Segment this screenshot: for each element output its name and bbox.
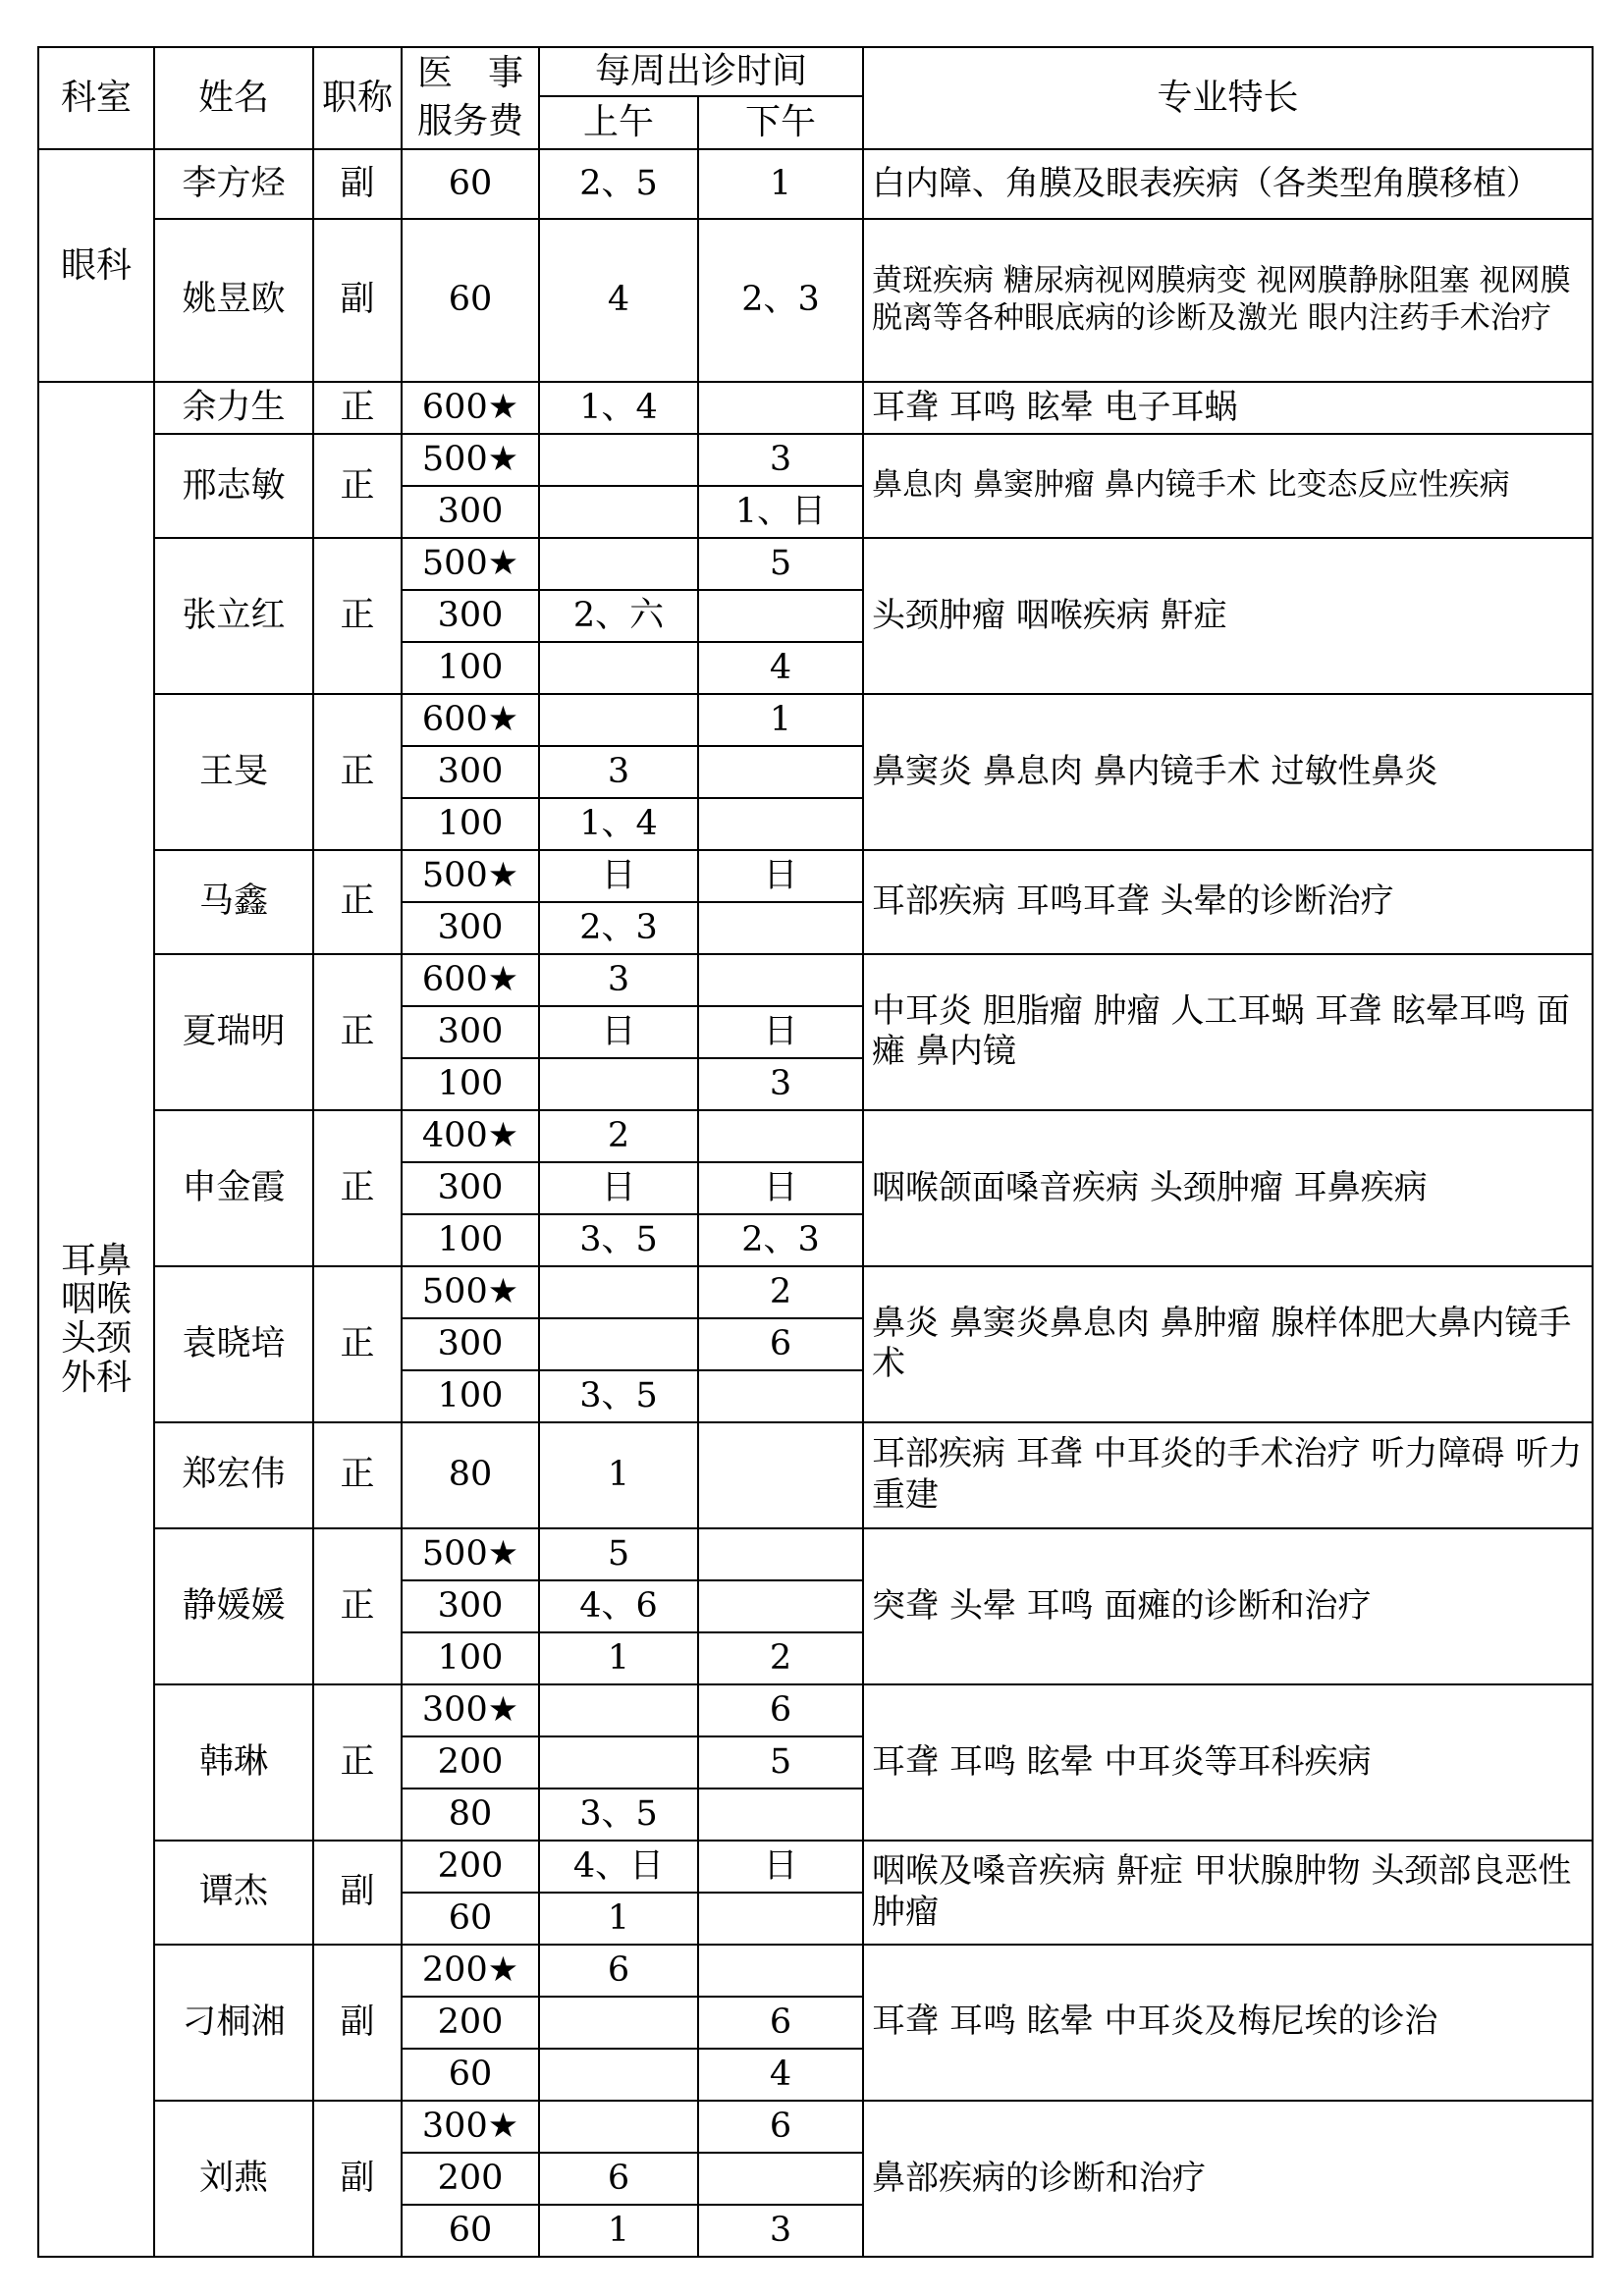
pm-cell: 日 <box>698 850 863 902</box>
header-am: 上午 <box>539 96 698 148</box>
fee-cell: 100 <box>402 1214 539 1266</box>
am-cell: 日 <box>539 850 698 902</box>
specialty-cell: 咽喉颌面嗓音疾病 头颈肿瘤 耳鼻疾病 <box>863 1110 1593 1266</box>
pm-cell: 日 <box>698 1162 863 1214</box>
pm-cell <box>698 746 863 798</box>
pm-cell <box>698 1528 863 1580</box>
fee-cell: 300 <box>402 590 539 642</box>
doctor-title: 副 <box>313 1841 402 1945</box>
pm-cell <box>698 1945 863 1997</box>
specialty-cell: 耳部疾病 耳聋 中耳炎的手术治疗 听力障碍 听力重建 <box>863 1422 1593 1528</box>
am-cell: 3 <box>539 746 698 798</box>
doctor-title: 正 <box>313 1110 402 1266</box>
fee-cell: 100 <box>402 642 539 694</box>
table-row <box>38 694 1593 746</box>
specialty-cell: 鼻息肉 鼻窦肿瘤 鼻内镜手术 比变态反应性疾病 <box>863 434 1593 538</box>
doctor-name: 王旻 <box>154 694 313 850</box>
am-cell: 5 <box>539 1528 698 1580</box>
am-cell: 1 <box>539 1632 698 1684</box>
am-cell <box>539 2101 698 2153</box>
header-fee-line2: 服务费 <box>416 100 523 141</box>
specialty-cell: 鼻部疾病的诊断和治疗 <box>863 2101 1593 2257</box>
pm-cell: 6 <box>698 1318 863 1370</box>
fee-cell: 300 <box>402 902 539 954</box>
table-row <box>38 1110 1593 1162</box>
doctor-title: 正 <box>313 1528 402 1684</box>
fee-cell: 300 <box>402 1580 539 1632</box>
pm-cell: 6 <box>698 1997 863 2049</box>
fee-cell: 200 <box>402 1736 539 1789</box>
doctor-name: 袁晓培 <box>154 1266 313 1422</box>
am-cell: 4、6 <box>539 1580 698 1632</box>
specialty-cell: 突聋 头晕 耳鸣 面瘫的诊断和治疗 <box>863 1528 1593 1684</box>
header-fee-line1: 医 事 <box>416 53 523 94</box>
doctor-title: 正 <box>313 1422 402 1528</box>
fee-cell: 500★ <box>402 1266 539 1318</box>
department-name-line: 咽喉 <box>60 1279 132 1320</box>
fee-cell: 60 <box>402 1893 539 1945</box>
doctor-title: 副 <box>313 2101 402 2257</box>
doctor-title: 正 <box>313 434 402 538</box>
doctor-name: 李方烃 <box>154 149 313 219</box>
table-row <box>38 382 1593 434</box>
fee-cell: 300 <box>402 486 539 538</box>
pm-cell: 4 <box>698 642 863 694</box>
specialty-cell: 鼻窦炎 鼻息肉 鼻内镜手术 过敏性鼻炎 <box>863 694 1593 850</box>
am-cell: 2、六 <box>539 590 698 642</box>
am-cell <box>539 1058 698 1110</box>
pm-cell: 5 <box>698 1736 863 1789</box>
specialty-cell: 耳部疾病 耳鸣耳聋 头晕的诊断治疗 <box>863 850 1593 954</box>
pm-cell: 2 <box>698 1266 863 1318</box>
doctor-name: 姚昱欧 <box>154 219 313 383</box>
am-cell <box>539 694 698 746</box>
fee-cell: 60 <box>402 149 539 219</box>
am-cell: 4 <box>539 219 698 383</box>
fee-cell: 300 <box>402 1162 539 1214</box>
am-cell <box>539 1736 698 1789</box>
fee-cell: 300 <box>402 1318 539 1370</box>
pm-cell <box>698 1789 863 1841</box>
am-cell: 日 <box>539 1006 698 1058</box>
am-cell <box>539 1684 698 1736</box>
pm-cell <box>698 1370 863 1422</box>
am-cell: 1、4 <box>539 382 698 434</box>
pm-cell <box>698 954 863 1006</box>
header-name: 姓名 <box>154 47 313 149</box>
doctor-title: 正 <box>313 1684 402 1841</box>
department-name-line: 耳鼻 <box>60 1240 132 1281</box>
pm-cell: 1 <box>698 694 863 746</box>
specialty-cell: 中耳炎 胆脂瘤 肿瘤 人工耳蜗 耳聋 眩晕耳鸣 面瘫 鼻内镜 <box>863 954 1593 1110</box>
fee-cell: 200 <box>402 1841 539 1893</box>
doctor-title: 正 <box>313 1266 402 1422</box>
doctor-name: 刁桐湘 <box>154 1945 313 2101</box>
am-cell: 6 <box>539 1945 698 1997</box>
am-cell: 3 <box>539 954 698 1006</box>
am-cell <box>539 1997 698 2049</box>
fee-cell: 80 <box>402 1789 539 1841</box>
doctor-name: 马鑫 <box>154 850 313 954</box>
am-cell: 3、5 <box>539 1370 698 1422</box>
am-cell: 1、4 <box>539 798 698 850</box>
department-cell <box>38 382 154 2257</box>
pm-cell: 1 <box>698 149 863 219</box>
pm-cell: 1、日 <box>698 486 863 538</box>
department-name-line: 头颈 <box>60 1318 132 1360</box>
department-name <box>39 1242 153 1397</box>
am-cell: 日 <box>539 1162 698 1214</box>
table-row <box>38 2101 1593 2153</box>
pm-cell: 3 <box>698 434 863 486</box>
am-cell: 1 <box>539 1422 698 1528</box>
am-cell <box>539 1318 698 1370</box>
pm-cell <box>698 902 863 954</box>
header-pm: 下午 <box>698 96 863 148</box>
doctor-name: 郑宏伟 <box>154 1422 313 1528</box>
doctor-name: 静媛媛 <box>154 1528 313 1684</box>
table-row <box>38 219 1593 383</box>
header-department: 科室 <box>38 47 154 149</box>
fee-cell: 300★ <box>402 1684 539 1736</box>
table-row <box>38 850 1593 902</box>
specialty-cell: 白内障、角膜及眼表疾病（各类型角膜移植） <box>863 149 1593 219</box>
pm-cell: 6 <box>698 2101 863 2153</box>
fee-cell: 100 <box>402 1370 539 1422</box>
pm-cell: 6 <box>698 1684 863 1736</box>
am-cell: 3、5 <box>539 1214 698 1266</box>
fee-cell: 80 <box>402 1422 539 1528</box>
table-row <box>38 1945 1593 1997</box>
fee-cell: 300 <box>402 746 539 798</box>
pm-cell: 2、3 <box>698 219 863 383</box>
pm-cell <box>698 2153 863 2205</box>
am-cell: 2 <box>539 1110 698 1162</box>
doctor-title: 正 <box>313 382 402 434</box>
fee-cell: 100 <box>402 798 539 850</box>
fee-cell: 500★ <box>402 1528 539 1580</box>
am-cell <box>539 2049 698 2101</box>
pm-cell: 5 <box>698 538 863 590</box>
doctor-name: 谭杰 <box>154 1841 313 1945</box>
pm-cell: 2、3 <box>698 1214 863 1266</box>
fee-cell: 300 <box>402 1006 539 1058</box>
table-row <box>38 538 1593 590</box>
header-specialty: 专业特长 <box>863 47 1593 149</box>
fee-cell: 60 <box>402 2049 539 2101</box>
pm-cell <box>698 1422 863 1528</box>
pm-cell: 日 <box>698 1006 863 1058</box>
fee-cell: 200 <box>402 2153 539 2205</box>
specialty-cell: 头颈肿瘤 咽喉疾病 鼾症 <box>863 538 1593 694</box>
table-row <box>38 1528 1593 1580</box>
am-cell: 6 <box>539 2153 698 2205</box>
am-cell <box>539 434 698 486</box>
specialty-cell: 咽喉及嗓音疾病 鼾症 甲状腺肿物 头颈部良恶性肿瘤 <box>863 1841 1593 1945</box>
header-weekly-schedule: 每周出诊时间 <box>539 47 863 96</box>
fee-cell: 60 <box>402 2205 539 2257</box>
header-title: 职称 <box>313 47 402 149</box>
fee-cell: 600★ <box>402 382 539 434</box>
fee-cell: 600★ <box>402 954 539 1006</box>
doctor-title: 正 <box>313 954 402 1110</box>
am-cell: 2、3 <box>539 902 698 954</box>
pm-cell: 3 <box>698 1058 863 1110</box>
doctor-name: 夏瑞明 <box>154 954 313 1110</box>
specialty-cell: 耳聋 耳鸣 眩晕 中耳炎及梅尼埃的诊治 <box>863 1945 1593 2101</box>
fee-cell: 500★ <box>402 434 539 486</box>
am-cell <box>539 1266 698 1318</box>
am-cell: 4、日 <box>539 1841 698 1893</box>
specialty-cell: 鼻炎 鼻窦炎鼻息肉 鼻肿瘤 腺样体肥大鼻内镜手术 <box>863 1266 1593 1422</box>
doctor-title: 副 <box>313 149 402 219</box>
fee-cell: 600★ <box>402 694 539 746</box>
table-row <box>38 954 1593 1006</box>
table-row <box>38 149 1593 219</box>
pm-cell: 2 <box>698 1632 863 1684</box>
table-row <box>38 1422 1593 1528</box>
doctor-name: 刘燕 <box>154 2101 313 2257</box>
pm-cell <box>698 590 863 642</box>
table-row <box>38 434 1593 486</box>
pm-cell <box>698 1110 863 1162</box>
fee-cell: 200 <box>402 1997 539 2049</box>
header-fee <box>402 47 539 149</box>
am-cell: 3、5 <box>539 1789 698 1841</box>
am-cell: 1 <box>539 1893 698 1945</box>
table-row <box>38 1841 1593 1893</box>
pm-cell: 4 <box>698 2049 863 2101</box>
doctor-name: 申金霞 <box>154 1110 313 1266</box>
pm-cell <box>698 1893 863 1945</box>
pm-cell <box>698 1580 863 1632</box>
doctor-title: 正 <box>313 850 402 954</box>
am-cell <box>539 642 698 694</box>
fee-cell: 200★ <box>402 1945 539 1997</box>
fee-cell: 60 <box>402 219 539 383</box>
am-cell <box>539 538 698 590</box>
clinic-schedule-table <box>37 46 1594 2258</box>
pm-cell <box>698 798 863 850</box>
department-cell: 眼科 <box>38 149 154 382</box>
am-cell: 1 <box>539 2205 698 2257</box>
fee-cell: 400★ <box>402 1110 539 1162</box>
department-name-line: 外科 <box>60 1357 132 1398</box>
fee-cell: 500★ <box>402 538 539 590</box>
doctor-name: 邢志敏 <box>154 434 313 538</box>
doctor-title: 副 <box>313 219 402 383</box>
fee-cell: 500★ <box>402 850 539 902</box>
specialty-cell: 黄斑疾病 糖尿病视网膜病变 视网膜静脉阻塞 视网膜脱离等各种眼底病的诊断及激光 眼内注药手术治疗 <box>863 219 1593 383</box>
doctor-name: 余力生 <box>154 382 313 434</box>
specialty-cell: 耳聋 耳鸣 眩晕 中耳炎等耳科疾病 <box>863 1684 1593 1841</box>
doctor-title: 副 <box>313 1945 402 2101</box>
doctor-title: 正 <box>313 694 402 850</box>
table-row <box>38 1266 1593 1318</box>
fee-cell: 100 <box>402 1632 539 1684</box>
pm-cell <box>698 382 863 434</box>
pm-cell: 日 <box>698 1841 863 1893</box>
am-cell: 2、5 <box>539 149 698 219</box>
fee-cell: 300★ <box>402 2101 539 2153</box>
doctor-title: 正 <box>313 538 402 694</box>
doctor-name: 韩琳 <box>154 1684 313 1841</box>
pm-cell: 3 <box>698 2205 863 2257</box>
fee-cell: 100 <box>402 1058 539 1110</box>
am-cell <box>539 486 698 538</box>
doctor-name: 张立红 <box>154 538 313 694</box>
table-row <box>38 1684 1593 1736</box>
specialty-cell: 耳聋 耳鸣 眩晕 电子耳蜗 <box>863 382 1593 434</box>
